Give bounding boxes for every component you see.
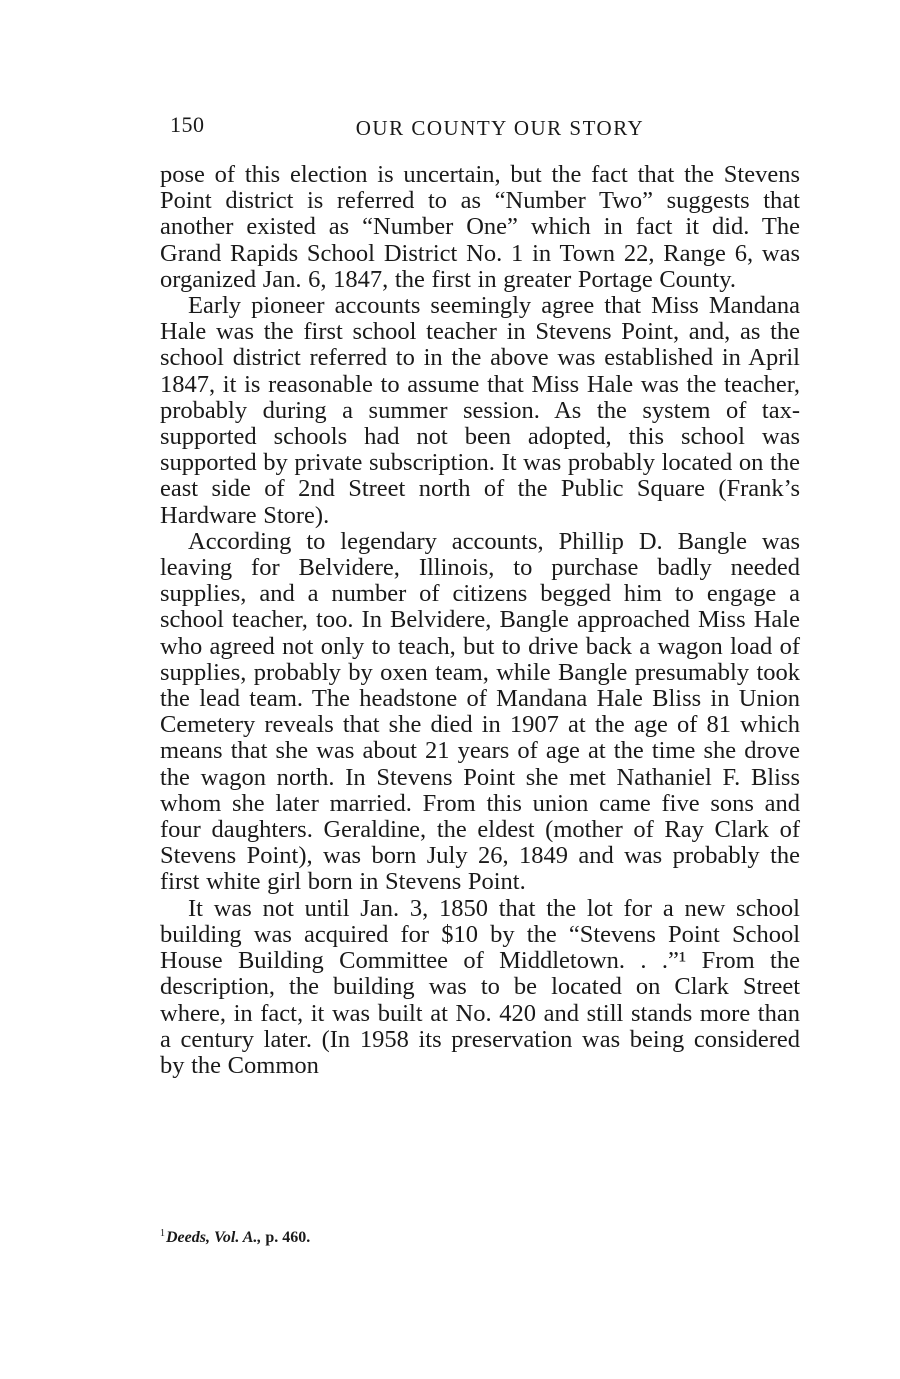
footnote-marker: 1 xyxy=(160,1228,165,1239)
footnote-source: Deeds, Vol. A., xyxy=(166,1229,262,1246)
paragraph-bangle-account: According to legendary accounts, Phillip D. Bangle was leaving for Belvidere, Illinois, to purchase badly needed supplies, and a number of citizens begged him to engage a school teacher, too. In Belvidere, Bangle approached Miss Hale who agreed not only to teach, but to drive back a wagon load of supplies, probably by oxen team, while Bangle presumably took the lead team. The headstone of Mandana Hale Bliss in Union Cemetery reveals that she died in 1907 at the age of 81 which means that she was about 21 years of age at the time she drove the wagon north. In Stevens Point she met Nathaniel F. Bliss whom she later married. From this union came five sons and four daughters. Geraldine, the eldest (mother of Ray Clark of Stevens Point), was born July 26, 1849 and was probably the first white girl born in Stevens Point. xyxy=(160,527,800,896)
body-text xyxy=(160,162,800,1079)
page-number: 150 xyxy=(170,112,205,137)
paragraph-mandana-hale: Early pioneer accounts seemingly agree that Miss Mandana Hale was the first school teacher in Stevens Point, and, as the school district referred to in the above was established in April 1847, it is reasonable to assume that Miss Hale was the teacher, probably during a summer session. As the system of tax-supported schools had not been adopted, this school was supported by private subscription. It was probably located on the east side of 2nd Street north of the Public Square (Frank’s Hardware Store). xyxy=(160,292,800,529)
running-title: OUR COUNTY OUR STORY xyxy=(355,116,645,140)
footnote-page-ref: p. 460. xyxy=(261,1229,311,1246)
paragraph-continuation: pose of this election is uncertain, but the fact that the Stevens Point district is referred to as “Number Two” suggests that another existed as “Number One” which in fact it did. The Grand Rapids School District No. 1 in Town 22, Range 6, was organized Jan. 6, 1847, the first in greater Portage County. xyxy=(160,161,800,293)
page-header xyxy=(170,112,800,148)
paragraph-school-building: It was not until Jan. 3, 1850 that the lot for a new school building was acquired for $10 by the “Stevens Point School House Building Committee of Middletown. . .”¹ From the description, the building was to be located on Clark Street where, in fact, it was built at No. 420 and still stands more than a century later. (In 1958 its preservation was being considered by the Common xyxy=(160,894,800,1079)
footnote xyxy=(160,1228,800,1247)
